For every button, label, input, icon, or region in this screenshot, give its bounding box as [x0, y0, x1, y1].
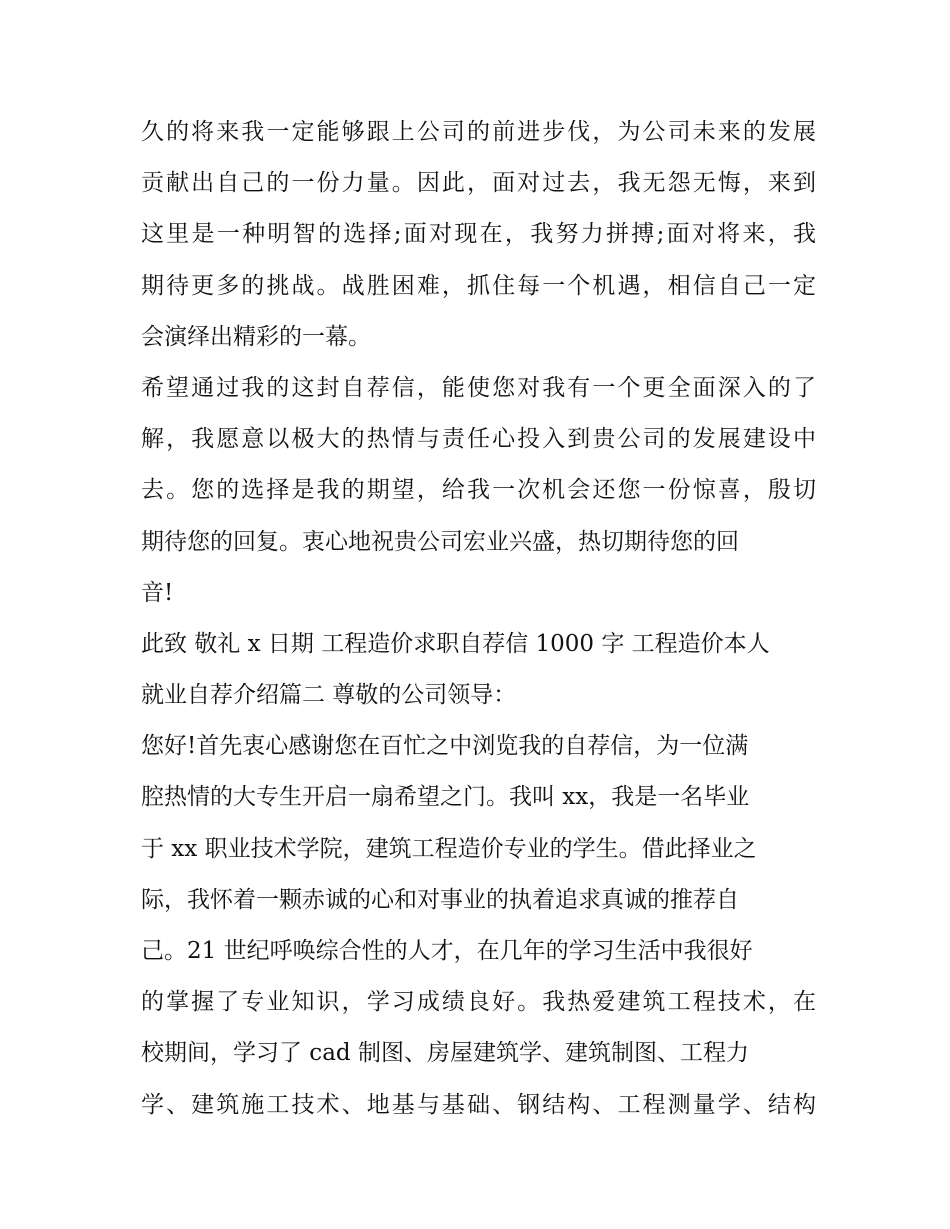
text-line: 贡献出自己的一份力量。因此，面对过去，我无怨无悔，来到 — [141, 170, 816, 197]
text-line: 腔热情的大专生开启一扇希望之门。我叫 xx，我是一名毕业 — [141, 784, 750, 811]
text-line: 期待更多的挑战。战胜困难，抓住每一个机遇，相信自己一定 — [141, 272, 816, 299]
text-line: 校期间，学习了 cad 制图、房屋建筑学、建筑制图、工程力 — [141, 1040, 749, 1067]
text-line: 学、建筑施工技术、地基与基础、钢结构、工程测量学、结构 — [141, 1091, 816, 1118]
text-line: 解，我愿意以极大的热情与责任心投入到贵公司的发展建设中 — [141, 426, 816, 453]
text-line: 这里是一种明智的选择;面对现在，我努力拼搏;面对将来，我 — [141, 221, 816, 248]
text-line: 去。您的选择是我的期望，给我一次机会还您一份惊喜，殷切 — [141, 477, 816, 504]
text-line: 的掌握了专业知识，学习成绩良好。我热爱建筑工程技术，在 — [141, 989, 816, 1016]
text-line: 您好!首先衷心感谢您在百忙之中浏览我的自荐信，为一位满 — [141, 733, 749, 760]
text-line: 际，我怀着一颗赤诚的心和对事业的执着追求真诚的推荐自 — [141, 886, 739, 913]
text-line: 希望通过我的这封自荐信，能使您对我有一个更全面深入的了 — [141, 374, 816, 401]
text-line: 就业自荐介绍篇二 尊敬的公司领导： — [141, 682, 517, 709]
text-line: 期待您的回复。衷心地祝贵公司宏业兴盛，热切期待您的回 — [141, 528, 739, 555]
body-text — [141, 107, 816, 1131]
text-line: 会演绎出精彩的一幕。 — [141, 323, 371, 350]
text-line: 此致 敬礼 x 日期 工程造价求职自荐信 1000 字 工程造价本人 — [141, 630, 770, 657]
text-line: 己。21 世纪呼唤综合性的人才，在几年的学习生活中我很好 — [141, 938, 753, 964]
text-line: 久的将来我一定能够跟上公司的前进步伐，为公司未来的发展 — [141, 119, 816, 145]
text-line: 于 xx 职业技术学院，建筑工程造价专业的学生。借此择业之 — [141, 835, 757, 862]
text-line: 音! — [141, 579, 174, 606]
